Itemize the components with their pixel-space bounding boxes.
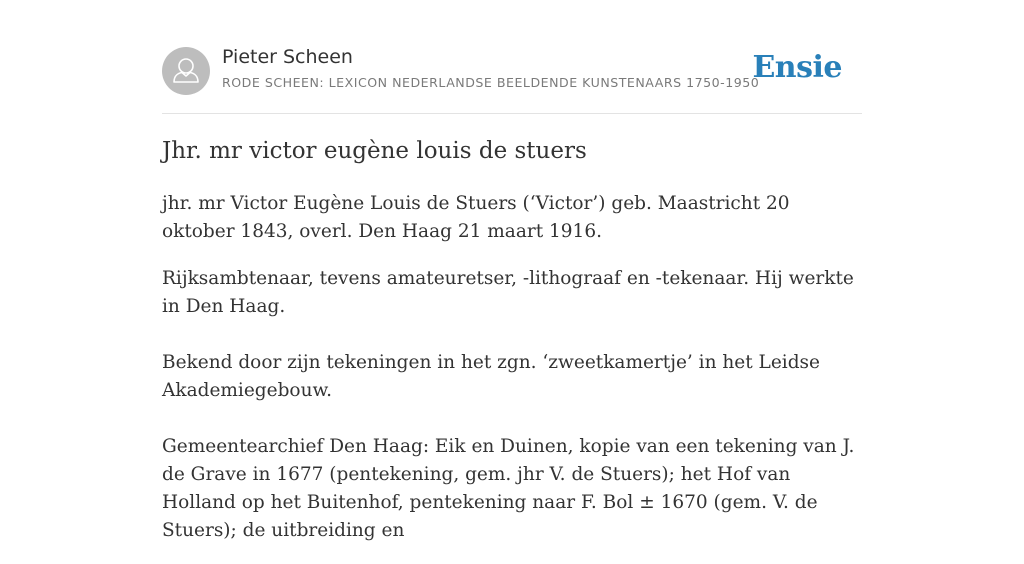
user-silhouette-icon — [162, 47, 210, 95]
source-title[interactable]: RODE SCHEEN: LEXICON NEDERLANDSE BEELDENDE KUNSTENAARS 1750-1950 — [222, 75, 760, 90]
article-title: Jhr. mr victor eugène louis de stuers — [162, 138, 587, 164]
author-name[interactable]: Pieter Scheen — [222, 46, 353, 68]
brand-logo[interactable]: Ensie — [752, 50, 842, 85]
avatar[interactable] — [162, 47, 210, 95]
article-body — [162, 190, 862, 564]
paragraph-profession: Rijksambtenaar, tevens amateuretser, -lithograaf en -tekenaar. Hij werkte in Den Haag. — [162, 268, 854, 317]
paragraph-birth: jhr. mr Victor Eugène Louis de Stuers (‘Victor’) geb. Maastricht 20 oktober 1843, overl. Den Haag 21 maart 1916. — [162, 193, 790, 242]
paragraph-known-for: Bekend door zijn tekeningen in het zgn. ‘zweetkamertje’ in het Leidse Akademiegebouw. — [162, 352, 820, 401]
paragraph-archive: Gemeentearchief Den Haag: Eik en Duinen, kopie van een tekening van J. de Grave in 1677 (pentekening, gem. jhr V. de Stuers); het Hof van Holland op het Buitenhof, pentekening naar F. Bol ± 1670 (gem. V. de Stuers); de uitbreiding en — [162, 436, 855, 541]
article-header — [162, 46, 862, 114]
